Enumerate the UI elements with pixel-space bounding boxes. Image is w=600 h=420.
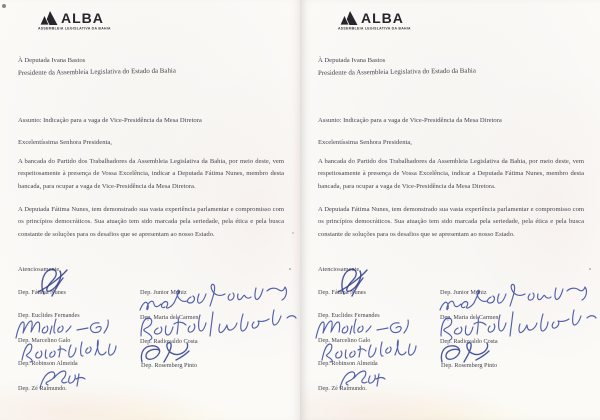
signer-label-maria-del-carmen: Dep. Maria del Carmen bbox=[140, 314, 199, 321]
addressee-line1: À Deputada Ivana Bastos bbox=[318, 57, 386, 64]
signer-label-robinson-almeida: Dep. Robinson Almeida bbox=[18, 360, 78, 367]
salutation: Excelentíssima Senhora Presidenta, bbox=[318, 139, 412, 146]
alba-brand-subtitle: ASSEMBLEIA LEGISLATIVA DA BAHIA bbox=[338, 27, 411, 31]
addressee-line2: Presidente da Assembleia Legislativa do Estado da Bahia bbox=[317, 67, 476, 77]
signer-label-rosemberg-pinto: Dep. Rosemberg Pinto bbox=[441, 362, 498, 369]
signer-label-radiovaldo-costa: Dep. Radiovaldo Costa bbox=[140, 338, 198, 345]
scan-speck bbox=[292, 232, 294, 234]
signer-label-fatima-nunes: Dep. Fátima Nunes bbox=[18, 289, 66, 296]
scan-speck bbox=[289, 268, 291, 270]
salutation: Excelentíssima Senhora Presidenta, bbox=[18, 139, 112, 146]
body-paragraph-1: A bancada do Partido dos Trabalhadores da Assembleia Legislativa da Bahia, por meio deste, vem respeitosamente à presença de Vossa Excelência, indicar a Deputada Fátima Nunes, membro desta bancada, para ocupar a vaga de Vice-Presidência da Mesa Diretora. bbox=[18, 158, 284, 190]
signer-label-maria-del-carmen: Dep. Maria del Carmen bbox=[440, 314, 499, 321]
body-paragraph-1: A bancada do Partido dos Trabalhadores da Assembleia Legislativa da Bahia, por meio deste, vem respeitosamente à presença de Vossa Excelência, indicar a Deputada Fátima Nunes, membro desta bancada, para ocupar a vaga de Vice-Presidência da Mesa Diretora. bbox=[318, 158, 584, 190]
signer-label-marcelino-galo: Dep. Marcelino Galo bbox=[18, 337, 71, 344]
signer-label-rosemberg-pinto: Dep. Rosemberg Pinto bbox=[141, 362, 198, 369]
addressee-line2: Presidente da Assembleia Legislativa do Estado da Bahia bbox=[17, 67, 176, 77]
closing: Atenciosamente, bbox=[18, 266, 61, 273]
signer-label-robinson-almeida: Dep. Robinson Almeida bbox=[318, 360, 378, 367]
body-paragraph-2: A Deputada Fátima Nunes, tem demonstrado sua vasta experiência parlamentar e compromisso com os princípios democráticos. Sua atuação tem sido marcada pela seriedade, pela ética e pela busca constante de soluções para os desafios que se apresentam ao nosso Estado. bbox=[18, 206, 284, 238]
closing: Atenciosamente, bbox=[318, 266, 361, 273]
signature-marcelino-galo bbox=[16, 319, 108, 338]
signature-rosemberg-pinto bbox=[141, 343, 189, 362]
subject-line: Assunto: Indicação para a vaga de Vice-Presidência da Mesa Diretora bbox=[318, 117, 502, 124]
scan-speck bbox=[589, 268, 591, 270]
alba-brand-text: ALBA bbox=[61, 10, 104, 26]
alba-brand-subtitle: ASSEMBLEIA LEGISLATIVA DA BAHIA bbox=[38, 27, 111, 31]
subject-line: Assunto: Indicação para a vaga de Vice-Presidência da Mesa Diretora bbox=[18, 117, 202, 124]
signature-rosemberg-pinto bbox=[441, 343, 489, 362]
signer-label-junior-muniz: Dep. Junior Muniz bbox=[440, 289, 487, 296]
alba-brand-text: ALBA bbox=[361, 10, 404, 26]
signer-label-radiovaldo-costa: Dep. Radiovaldo Costa bbox=[440, 338, 498, 345]
letterhead bbox=[338, 10, 458, 33]
addressee-line1: À Deputada Ivana Bastos bbox=[18, 57, 86, 64]
letterhead bbox=[38, 10, 158, 33]
body-paragraph-2: A Deputada Fátima Nunes, tem demonstrado sua vasta experiência parlamentar e compromisso com os princípios democráticos. Sua atuação tem sido marcada pela seriedade, pela ética e pela busca constante de soluções para os desafios que se apresentam ao nosso Estado. bbox=[318, 206, 584, 238]
scan-speck bbox=[2, 4, 6, 8]
signer-label-junior-muniz: Dep. Junior Muniz bbox=[140, 289, 187, 296]
alba-logo-icon bbox=[38, 10, 58, 26]
signer-label-ze-raimundo: Dep. Zé Raimundo. bbox=[318, 385, 367, 392]
signer-label-ze-raimundo: Dep. Zé Raimundo. bbox=[18, 385, 67, 392]
signer-label-fatima-nunes: Dep. Fátima Nunes bbox=[318, 289, 366, 296]
signer-label-marcelino-galo: Dep. Marcelino Galo bbox=[318, 337, 371, 344]
signer-label-euclides-fernandes: Dep. Euclides Fernandes bbox=[318, 312, 380, 319]
alba-logo-icon bbox=[338, 10, 358, 26]
letter-scan-copy-2 bbox=[300, 0, 600, 420]
signer-label-euclides-fernandes: Dep. Euclides Fernandes bbox=[18, 312, 80, 319]
signature-marcelino-galo bbox=[316, 319, 408, 338]
